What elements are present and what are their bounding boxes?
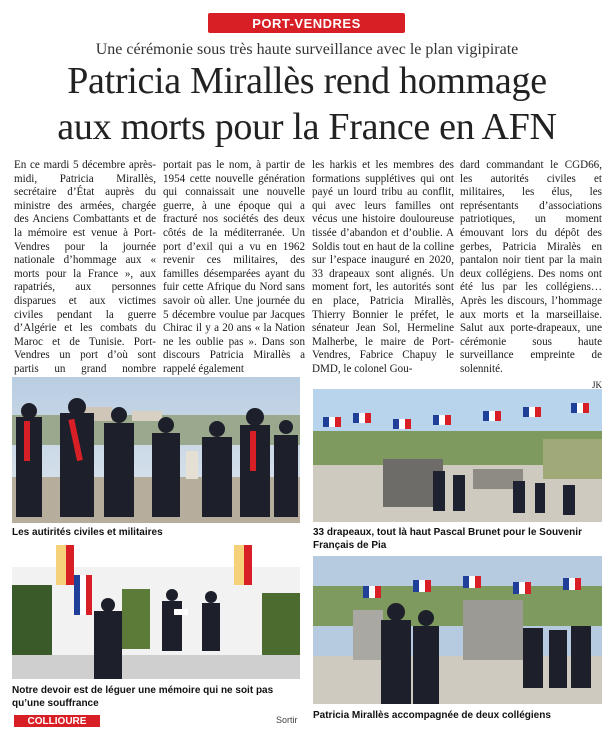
headline-line-2: aux morts pour la France en AFN: [57, 106, 557, 148]
footer-section-tag: [14, 715, 100, 727]
photo-speech: [12, 545, 300, 679]
body-column-4: [460, 159, 602, 390]
photo-caption-3: Notre devoir est de léguer une mémoire qui ne soit pas qu’une souffrance: [12, 685, 274, 709]
photo-caption-2: 33 drapeaux, tout là haut Pascal Brunet pour le Souvenir Français de Pia: [313, 527, 582, 551]
headline-line-1: Patricia Mirallès rend hommage: [67, 60, 547, 102]
body-column-1: [14, 159, 156, 375]
photo-authorities: [12, 377, 300, 523]
section-label: PORT-VENDRES: [252, 15, 361, 31]
photo-students: [313, 556, 602, 704]
footer-next-label: Sortir: [276, 715, 298, 725]
photo-caption-4: Patricia Mirallès accompagnée de deux collégiens: [313, 710, 551, 721]
photo-caption-1: Les autirités civiles et militaires: [12, 527, 163, 538]
body-column-2: [163, 159, 305, 375]
section-kicker: [208, 13, 405, 33]
footer-section-label: COLLIOURE: [27, 715, 87, 727]
photo-flags-hill: [313, 389, 602, 522]
body-text: dard commandant le CGD66, les autorités civiles et militaires, les élus, les représentants d’associations patriotiques, un moment émouvant lors du dépôt des gerbes, Patricia Miralès en pantalon noir tient par la main deux collégiens. Des noms ont été lus par les collégiens… Après les discours, l’hommage aux morts et la marseillaise. Salut aux porte-drapeaux, une cérémonie sous haute surveillance empreinte de solennité.: [460, 159, 602, 375]
author-signature: JK: [591, 379, 602, 390]
article-subtitle: Une cérémonie sous très haute surveillance avec le plan vigipirate: [95, 41, 519, 58]
body-text: les harkis et les membres des formations supplétives qui ont payé un lourd tribu au conflit, qui avec leurs familles ont vécus une histoire douloureuse tissée d’abandon et d’oublie. A Soldis tout en haut de la colline sur l’espace inauguré en 2020, 33 drapeaux sont alignés. Un moment fort, les autorités sont en place, Patricia Mirallès, Thierry Bonnier le préfet, le sénateur Jean Sol, Hermeline Malherbe, le maire de Port-Vendres, Fabrice Chapuy le DMD, le colonel Gou-: [312, 159, 454, 375]
body-text: En ce mardi 5 décembre après-midi, Patricia Mirallès, secrétaire d’État auprès du ministre des armées, chargée des Anciens Combattants et de la mémoire est venue à Port-Vendres pour la journée nationale d’hommage aux « morts pour la France », aux rapatriés, aux personnes disparues et aux victimes civiles pendant la guerre d’Algérie et les combats du Maroc et de Tunisie. Port-Vendres un port d’où sont partis un grand nombre: [14, 159, 156, 375]
article-headline: [14, 58, 600, 150]
body-text: portait pas le nom, à partir de 1954 cette nouvelle génération qui connaissait une nouvelle guerre, à une époque qui a fracturé nos sociétés des deux côtés de la méditerranée. Un port d’exil qui a vu en 1962 revenir ces militaires, des familles désemparées ayant du fuir cette Afrique du Nord sans savoir où aller. Une journée du 5 décembre voulue par Jacques Chirac il y a 20 ans « la Nation ne les oublie pas ». Dans son discours Patricia Mirallès a rappelé également: [163, 159, 305, 375]
body-column-3: [312, 159, 454, 375]
